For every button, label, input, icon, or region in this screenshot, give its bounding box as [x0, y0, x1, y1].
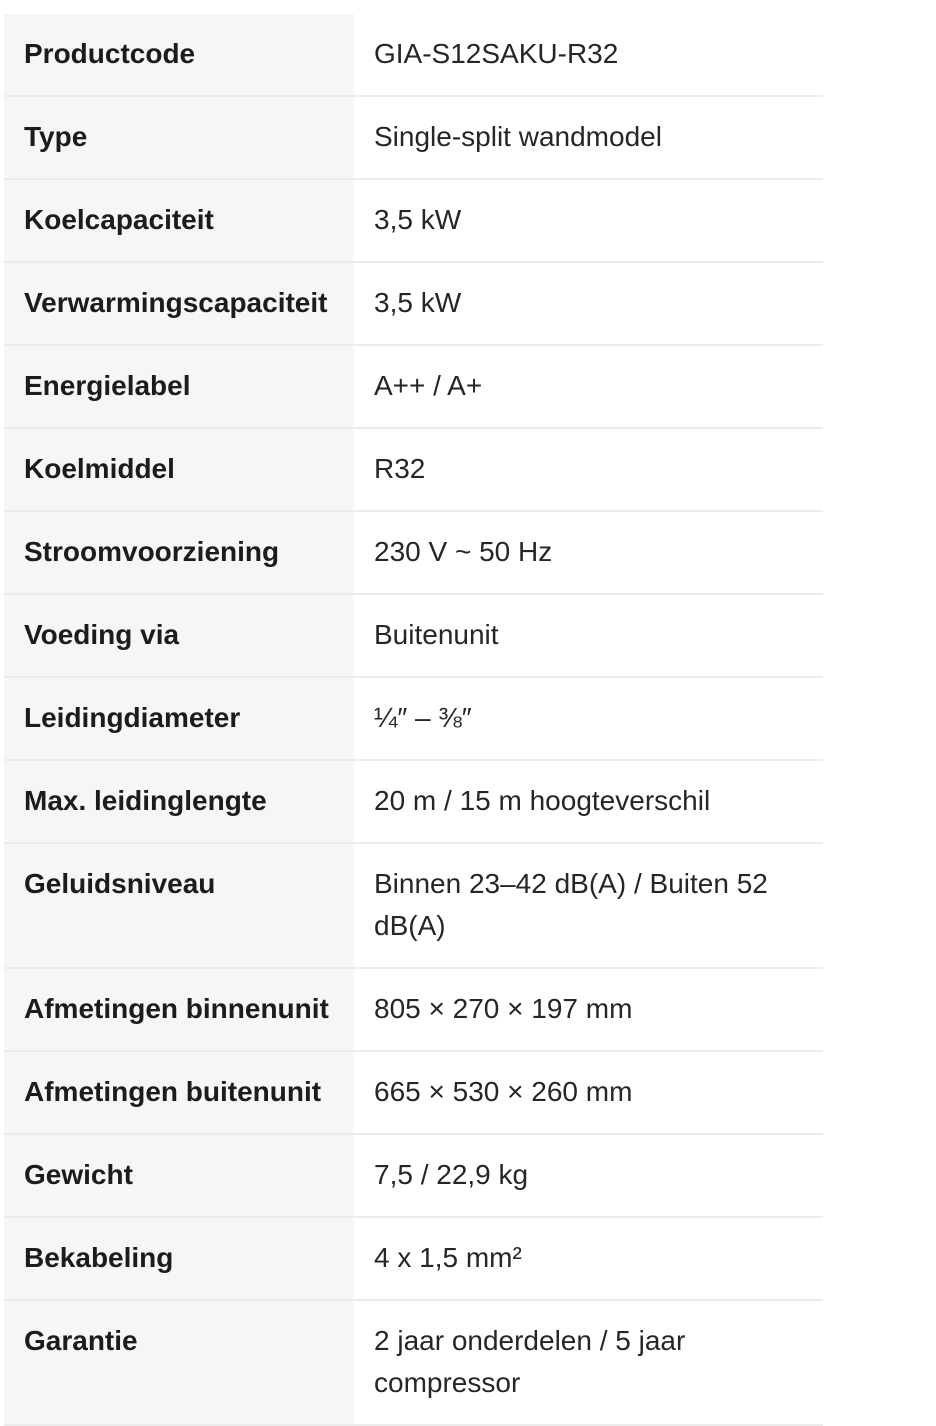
spec-value: Single-split wandmodel: [354, 96, 823, 179]
spec-row-max-leidinglengte: [4, 760, 823, 843]
spec-value: R32: [354, 428, 823, 511]
spec-value: 20 m / 15 m hoogteverschil: [354, 760, 823, 843]
spec-row-bekabeling: [4, 1217, 823, 1300]
spec-row-verwarmingscapaciteit: [4, 262, 823, 345]
spec-label: Afmetingen buitenunit: [4, 1051, 354, 1134]
spec-row-energielabel: [4, 345, 823, 428]
spec-row-garantie: [4, 1300, 823, 1425]
specifications-table: [4, 14, 823, 1426]
spec-value: 7,5 / 22,9 kg: [354, 1134, 823, 1217]
spec-value: GIA-S12SAKU-R32: [354, 14, 823, 96]
spec-label: Afmetingen binnenunit: [4, 968, 354, 1051]
spec-label: Verwarmingscapaciteit: [4, 262, 354, 345]
spec-row-koelmiddel: [4, 428, 823, 511]
spec-value: 230 V ~ 50 Hz: [354, 511, 823, 594]
spec-value: A++ / A+: [354, 345, 823, 428]
spec-value: Binnen 23–42 dB(A) / Buiten 52 dB(A): [354, 843, 823, 968]
spec-row-geluidsniveau: [4, 843, 823, 968]
spec-label: Garantie: [4, 1300, 354, 1425]
spec-row-afmetingen-buitenunit: [4, 1051, 823, 1134]
spec-row-afmetingen-binnenunit: [4, 968, 823, 1051]
spec-value: Buitenunit: [354, 594, 823, 677]
spec-label: Geluidsniveau: [4, 843, 354, 968]
spec-label: Koelmiddel: [4, 428, 354, 511]
spec-label: Gewicht: [4, 1134, 354, 1217]
spec-row-gewicht: [4, 1134, 823, 1217]
spec-row-voeding-via: [4, 594, 823, 677]
spec-row-type: [4, 96, 823, 179]
spec-value: 4 x 1,5 mm²: [354, 1217, 823, 1300]
spec-label: Energielabel: [4, 345, 354, 428]
spec-value: 665 × 530 × 260 mm: [354, 1051, 823, 1134]
spec-label: Leidingdiameter: [4, 677, 354, 760]
spec-label: Koelcapaciteit: [4, 179, 354, 262]
spec-row-productcode: [4, 14, 823, 96]
spec-value: 3,5 kW: [354, 262, 823, 345]
spec-value: 805 × 270 × 197 mm: [354, 968, 823, 1051]
spec-label: Max. leidinglengte: [4, 760, 354, 843]
spec-value: 3,5 kW: [354, 179, 823, 262]
spec-row-stroomvoorziening: [4, 511, 823, 594]
spec-label: Type: [4, 96, 354, 179]
spec-value: ¼″ – ⅜″: [354, 677, 823, 760]
spec-value: 2 jaar onderdelen / 5 jaar compressor: [354, 1300, 823, 1425]
spec-label: Stroomvoorziening: [4, 511, 354, 594]
spec-label: Voeding via: [4, 594, 354, 677]
spec-row-leidingdiameter: [4, 677, 823, 760]
spec-label: Bekabeling: [4, 1217, 354, 1300]
spec-row-koelcapaciteit: [4, 179, 823, 262]
spec-label: Productcode: [4, 14, 354, 96]
